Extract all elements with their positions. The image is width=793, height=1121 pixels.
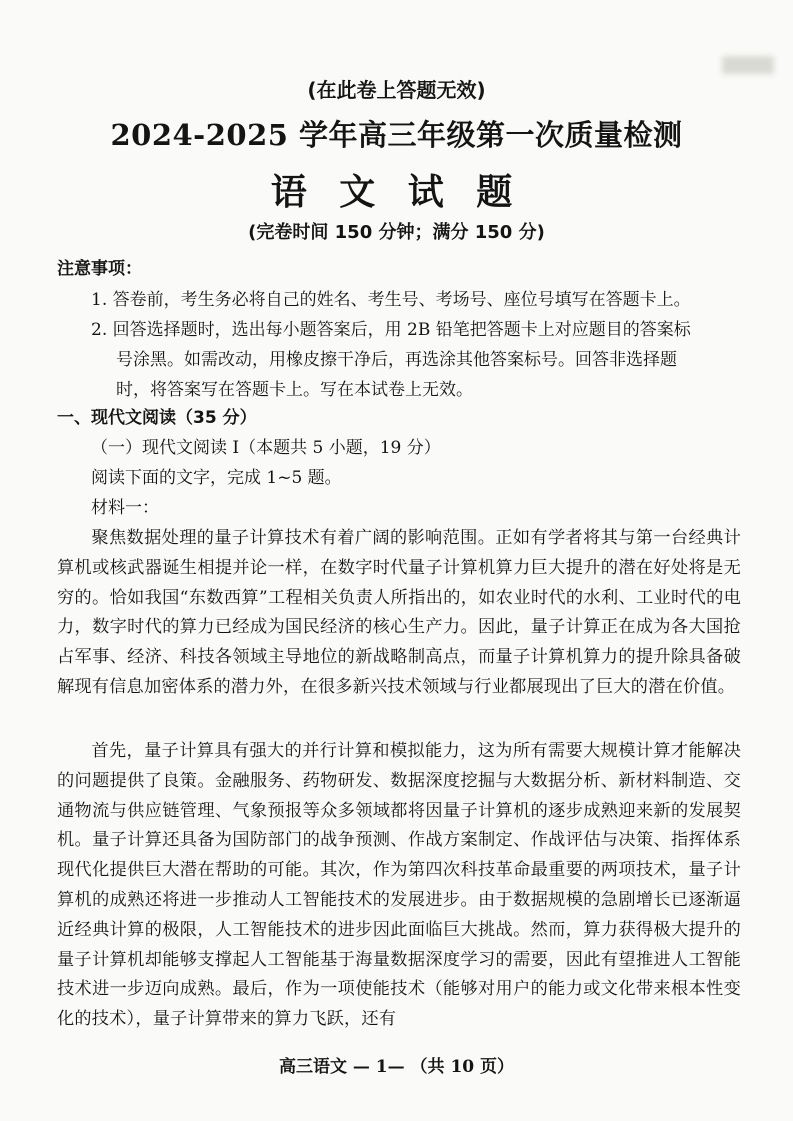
- instruction-item-2-line-1: 2. 回答选择题时，选出每小题答案后，用 2B 铅笔把答题卡上对应题目的答案标: [91, 320, 691, 340]
- page-footer: 高三语文 — 1— （共 10 页）: [278, 1057, 515, 1077]
- passage-paragraph-1: 聚焦数据处理的量子计算技术有着广阔的影响范围。正如有学者将其与第一台经典计算机或核武器诞生相提并论一样，在数字时代量子计算机算力巨大提升的潜在好处将是无穷的。恰如我国“东数西算”工程相关负责人所指出的，如农业时代的水利、工业时代的电力，数字时代的算力已经成为国民经济的核心生产力。因此，量子计算正在成为各大国抢占军事、经济、科技各领域主导地位的新战略制高点，而量子计算机算力的提升除具备破解现有信息加密体系的潜力外，在很多新兴技术领域与行业都展现出了巨大的潜在价值。: [57, 528, 741, 697]
- subsection-heading: （一）现代文阅读 I（本题共 5 小题，19 分）: [91, 438, 441, 458]
- invalid-answer-notice: (在此卷上答题无效): [307, 78, 486, 102]
- material-label: 材料一：: [91, 498, 159, 518]
- instructions-heading: 注意事项：: [57, 259, 142, 279]
- subject-title: 语 文 试 题: [270, 172, 523, 213]
- instruction-item-2-line-2: 号涂黑。如需改动，用橡皮擦干净后，再选涂其他答案标号。回答非选择题: [116, 350, 677, 370]
- instruction-item-1: 1. 答卷前，考生务必将自己的姓名、考生号、考场号、座位号填写在答题卡上。: [91, 290, 691, 310]
- scan-smudge: [722, 56, 774, 74]
- passage-paragraph-2: 首先，量子计算具有强大的并行计算和模拟能力，这为所有需要大规模计算才能解决的问题提供了良策。金融服务、药物研发、数据深度挖掘与大数据分析、新材料制造、交通物流与供应链管理、气象预报等众多领域都将因量子计算机的逐步成熟迎来新的发展契机。量子计算还具备为国防部门的战争预测、作战方案制定、作战评估与决策、指挥体系现代化提供巨大潜在帮助的可能。其次，作为第四次科技革命最重要的两项技术，量子计算机的成熟还将进一步推动人工智能技术的发展进步。由于数据规模的急剧增长已逐渐逼近经典计算的极限，人工智能技术的进步因此面临巨大挑战。然而，算力获得极大提升的量子计算机却能够支撑起人工智能基于海量数据深度学习的需要，因此有望推进人工智能技术进一步迈向成熟。最后，作为一项使能技术（能够对用户的能力或文化带来根本性变化的技术），量子计算带来的算力飞跃，还有: [57, 741, 741, 1030]
- section-heading: 一、现代文阅读（35 分）: [57, 408, 257, 428]
- exam-title: 2024-2025 学年高三年级第一次质量检测: [110, 118, 683, 152]
- exam-time-score: (完卷时间 150 分钟；满分 150 分): [248, 222, 545, 243]
- reading-direction: 阅读下面的文字，完成 1~5 题。: [91, 468, 342, 488]
- instruction-item-2-line-3: 时，将答案写在答题卡上。写在本试卷上无效。: [116, 380, 473, 400]
